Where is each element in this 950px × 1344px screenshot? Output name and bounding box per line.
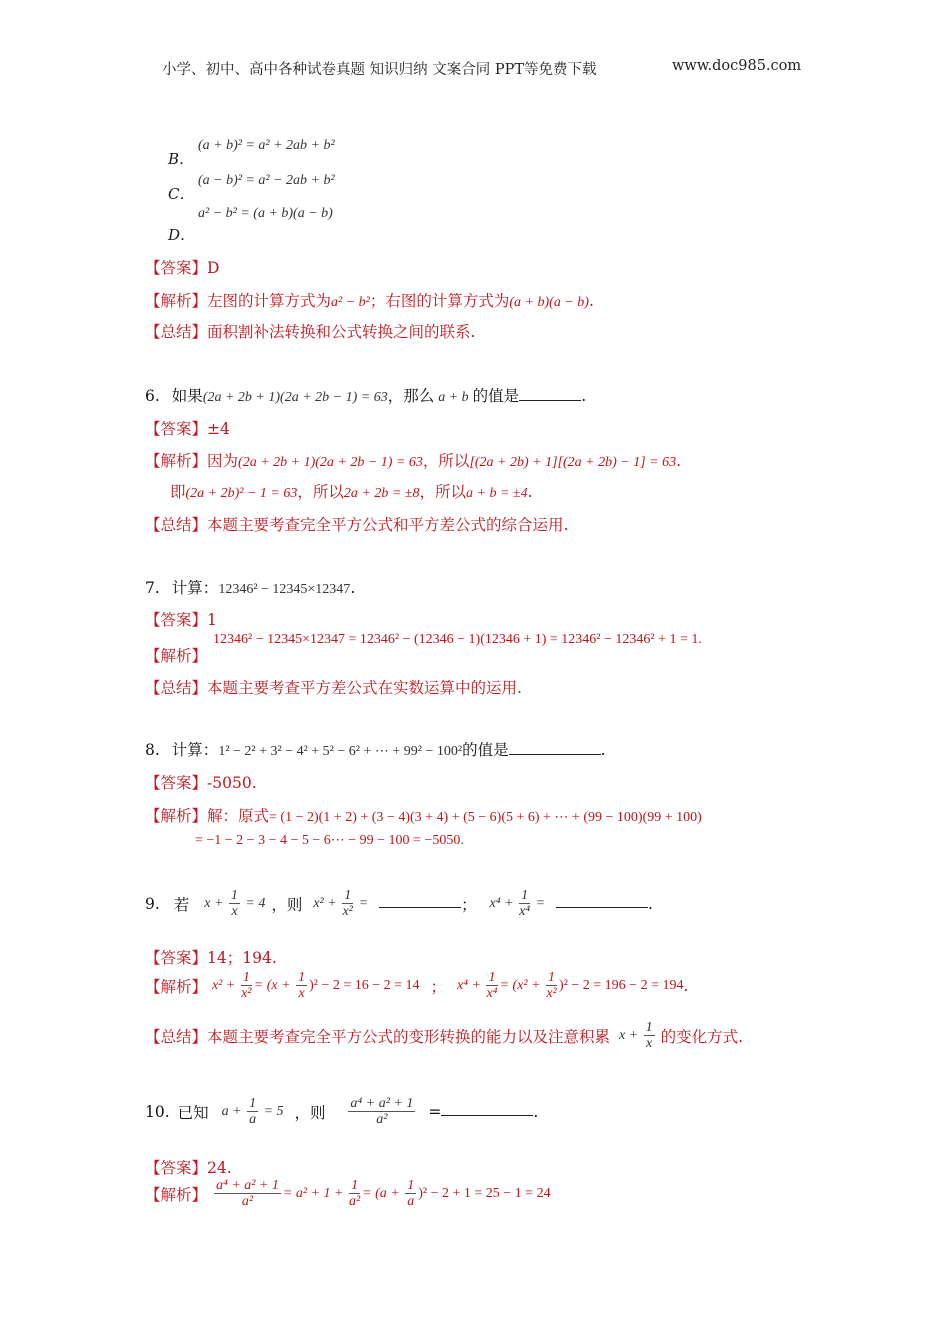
q7-summary: 【总结】本题主要考查平方差公式在实数运算中的运用. [145, 679, 522, 697]
q5-analysis: 【解析】左图的计算方式为a² − b²；右图的计算方式为(a + b)(a − b). [145, 292, 594, 310]
q6-summary: 【总结】本题主要考查完全平方公式和平方差公式的综合运用. [145, 516, 569, 534]
q10-frac-1: $\frac{1}{a}$ [249, 1096, 257, 1128]
q9-frac-1: $\frac{1}{x}$ [230, 888, 238, 920]
q7-analysis-tag: 【解析】 [145, 647, 208, 665]
q9-blank-2 [556, 906, 648, 908]
q6-question: 6. 如果(2a + 2b + 1)(2a + 2b − 1) = 63，那么 a + b 的值是 . [145, 387, 587, 405]
q9-question: 9. 若 x + $\frac{1}{x}$ = 4 ，则 x² + $\frac{1}{\text{x²}}$ = ； x⁴ + $\frac{1}{\text{x⁴}}$ = . [145, 888, 653, 920]
option-d-label: D． [168, 226, 196, 244]
option-b-label: B． [168, 150, 195, 168]
q9-answer: 【答案】14；194. [145, 949, 277, 967]
q7-analysis-formula: 12346² − 12345×12347 = 12346² − (12346 − 1)(12346 + 1) = 12346² − 12346² + 1 = 1. [213, 632, 702, 647]
q5-summary: 【总结】面积割补法转换和公式转换之间的联系. [145, 323, 476, 341]
q10-blank [441, 1114, 533, 1116]
header-left: 小学、初中、高中各种试卷真题 知识归纳 文案合同 PPT等免费下载 [162, 62, 597, 78]
q9-frac-2: $\frac{1}{\text{x²}}$ [342, 888, 353, 920]
q7-answer: 【答案】1 [145, 611, 217, 629]
q6-analysis-line2: 即(2a + 2b)² − 1 = 63，所以2a + 2b = ±8，所以a + b = ±4. [170, 483, 533, 501]
q9-frac-3: $\frac{1}{\text{x⁴}}$ [519, 888, 531, 920]
option-b-formula: (a + b)² = a² + 2ab + b² [198, 138, 335, 153]
option-c-label: C． [168, 185, 195, 203]
q10-answer: 【答案】24. [145, 1159, 232, 1177]
q8-answer: 【答案】-5050. [145, 774, 257, 792]
q10-analysis: 【解析】 $\frac{\text{a⁴ + a² + 1}}{\text{a²}}$ = a² + 1 + $\frac{1}{\text{a²}}$ = (a + $\frac{1}{a}$ )² − 2 + 1 = 25 − 1 = 24 [145, 1178, 551, 1210]
q9-analysis: 【解析】 x² + $\frac{1}{\text{x²}}$ = (x + $\frac{1}{x}$ )² − 2 = 16 − 2 = 14 ； x⁴ + $\frac{1}{\text{x⁴}}$ = (x² + $\frac{1}{\text{x²}}$ )² − 2 = 196 − 2 = 194. [145, 970, 689, 1002]
q9-blank-1 [379, 906, 461, 908]
q8-blank [509, 753, 601, 755]
q8-analysis-line1: 【解析】解：原式= (1 − 2)(1 + 2) + (3 − 4)(3 + 4) + (5 − 6)(5 + 6) + ⋯ + (99 − 100)(99 + 100) [145, 807, 702, 825]
q10-question: 10. 已知 a + $\frac{1}{a}$ = 5 ，则 $\frac{\text{a⁴ + a² + 1}}{\text{a²}}$ = . [145, 1096, 539, 1128]
q7-question: 7. 计算：12346² − 12345×12347. [145, 579, 356, 597]
q5-answer: 【答案】D [145, 259, 220, 277]
q6-blank [519, 399, 581, 401]
q6-answer: 【答案】±4 [145, 420, 230, 438]
q8-analysis-line2: = −1 − 2 − 3 − 4 − 5 − 6⋯ − 99 − 100 = −5050. [195, 833, 464, 848]
q8-question: 8. 计算：1² − 2² + 3² − 4² + 5² − 6² + ⋯ + 99² − 100²的值是 . [145, 741, 606, 759]
q9-summary: 【总结】本题主要考查完全平方公式的变形转换的能力以及注意积累 x + $\frac{1}{x}$ 的变化方式. [145, 1020, 744, 1052]
header-url: www.doc985.com [672, 58, 802, 74]
option-c-formula: (a − b)² = a² − 2ab + b² [198, 173, 335, 188]
option-d-formula: a² − b² = (a + b)(a − b) [198, 206, 333, 221]
q6-analysis-line1: 【解析】因为(2a + 2b + 1)(2a + 2b − 1) = 63，所以[(2a + 2b) + 1][(2a + 2b) − 1] = 63. [145, 452, 682, 470]
q10-frac-2: $\frac{\text{a⁴ + a² + 1}}{\text{a²}}$ [350, 1096, 414, 1128]
